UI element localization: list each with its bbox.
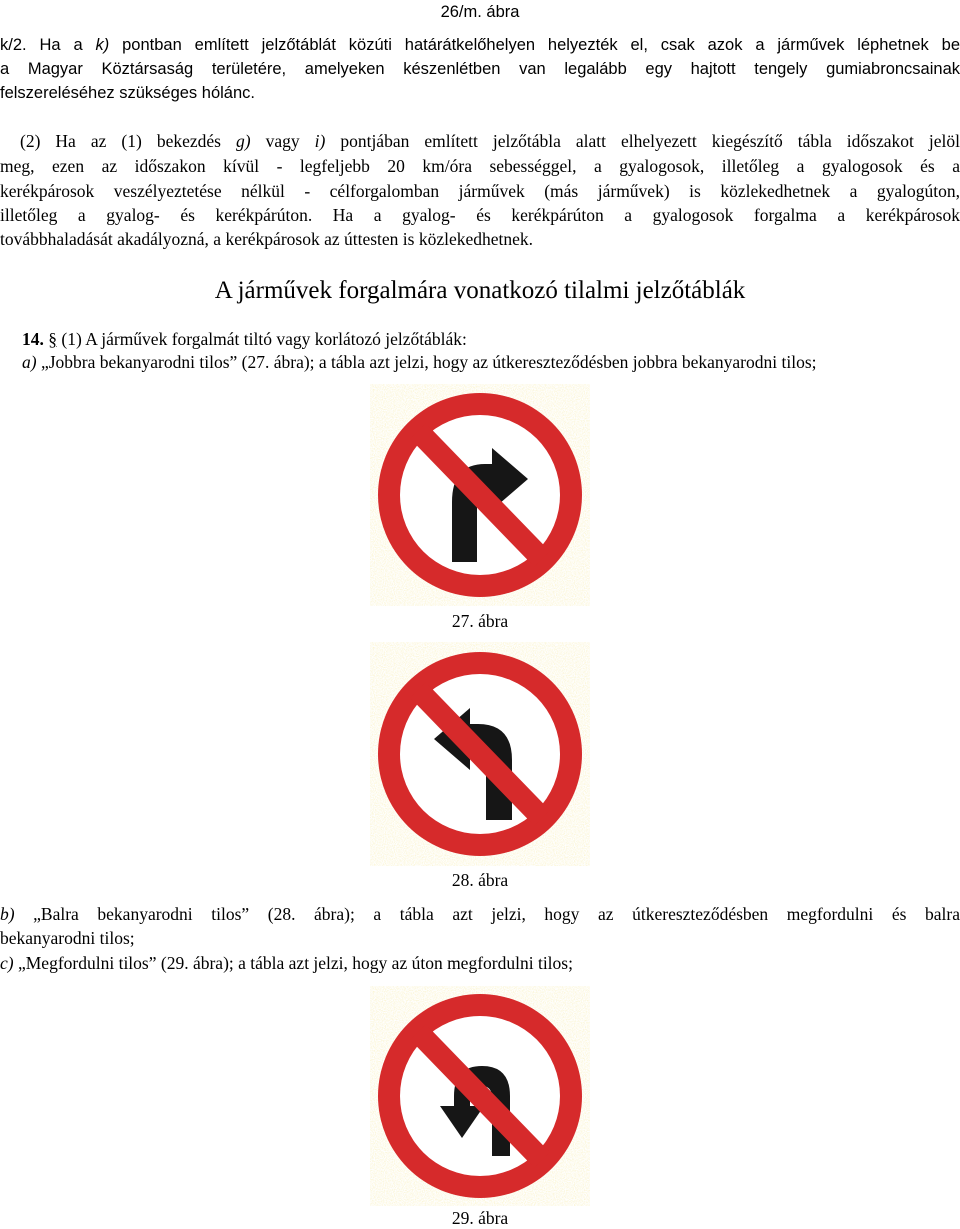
- item-a: a) „Jobbra bekanyarodni tilos” (27. ábra); a tábla azt jelzi, hogy az útkereszteződésben jobbra bekanyarodni tilos;: [22, 352, 817, 372]
- para2-line-4: illetőleg a gyalog- és kerékpárúton. Ha a gyalog- és kerékpárúton a gyalogosok forgalma a kerékpárosok: [0, 205, 960, 225]
- para2-line-5: továbbhaladását akadályozná, a kerékpárosok az úttesten is közlekedhetnek.: [0, 229, 534, 249]
- item-b-line-1: b) „Balra bekanyarodni tilos” (28. ábra); a tábla azt jelzi, hogy az útkereszteződésben megfordulni és balra: [0, 904, 960, 924]
- no-u-turn-sign-icon: [370, 986, 590, 1206]
- para2-line-2: meg, ezen az időszakon kívül - legfeljebb 20 km/óra sebességgel, a gyalogosok, illetőleg a gyalogosok és a: [0, 156, 960, 176]
- para2-line-3: kerékpárosok veszélyeztetése nélkül - célforgalomban járművek (más járművek) is közlekedhetnek a gyalogúton,: [0, 181, 960, 201]
- section-14: 14. § (1) A járművek forgalmát tiltó vagy korlátozó jelzőtáblák:: [22, 329, 467, 349]
- k2-line-2: a Magyar Köztársaság területére, amelyeken készenlétben van legalább egy hajtott tengely gumiabroncsainak: [0, 60, 960, 78]
- figure-caption-27: 27. ábra: [451, 611, 509, 631]
- figure-caption-29: 29. ábra: [451, 1208, 509, 1228]
- no-left-turn-sign-icon: [370, 642, 590, 866]
- section-heading: A járművek forgalmára vonatkozó tilalmi jelzőtáblák: [214, 277, 746, 304]
- k2-line-3: felszereléséhez szükséges hólánc.: [0, 84, 255, 102]
- item-b-line-2: bekanyarodni tilos;: [0, 928, 135, 948]
- para2-line-1: (2) Ha az (1) bekezdés g) vagy i) pontjában említett jelzőtábla alatt elhelyezett kiegészítő tábla időszakot jelöl: [20, 131, 960, 151]
- figure-caption-28: 28. ábra: [451, 870, 509, 890]
- k2-line-1: k/2. Ha a k) pontban említett jelzőtáblát közúti határátkelőhelyen helyezték el, csak azok a járművek léphetnek be: [0, 36, 960, 54]
- item-c: c) „Megfordulni tilos” (29. ábra); a tábla azt jelzi, hogy az úton megfordulni tilos;: [0, 953, 573, 973]
- no-right-turn-sign-icon: [370, 384, 590, 606]
- figure-caption-26m: 26/m. ábra: [440, 3, 520, 21]
